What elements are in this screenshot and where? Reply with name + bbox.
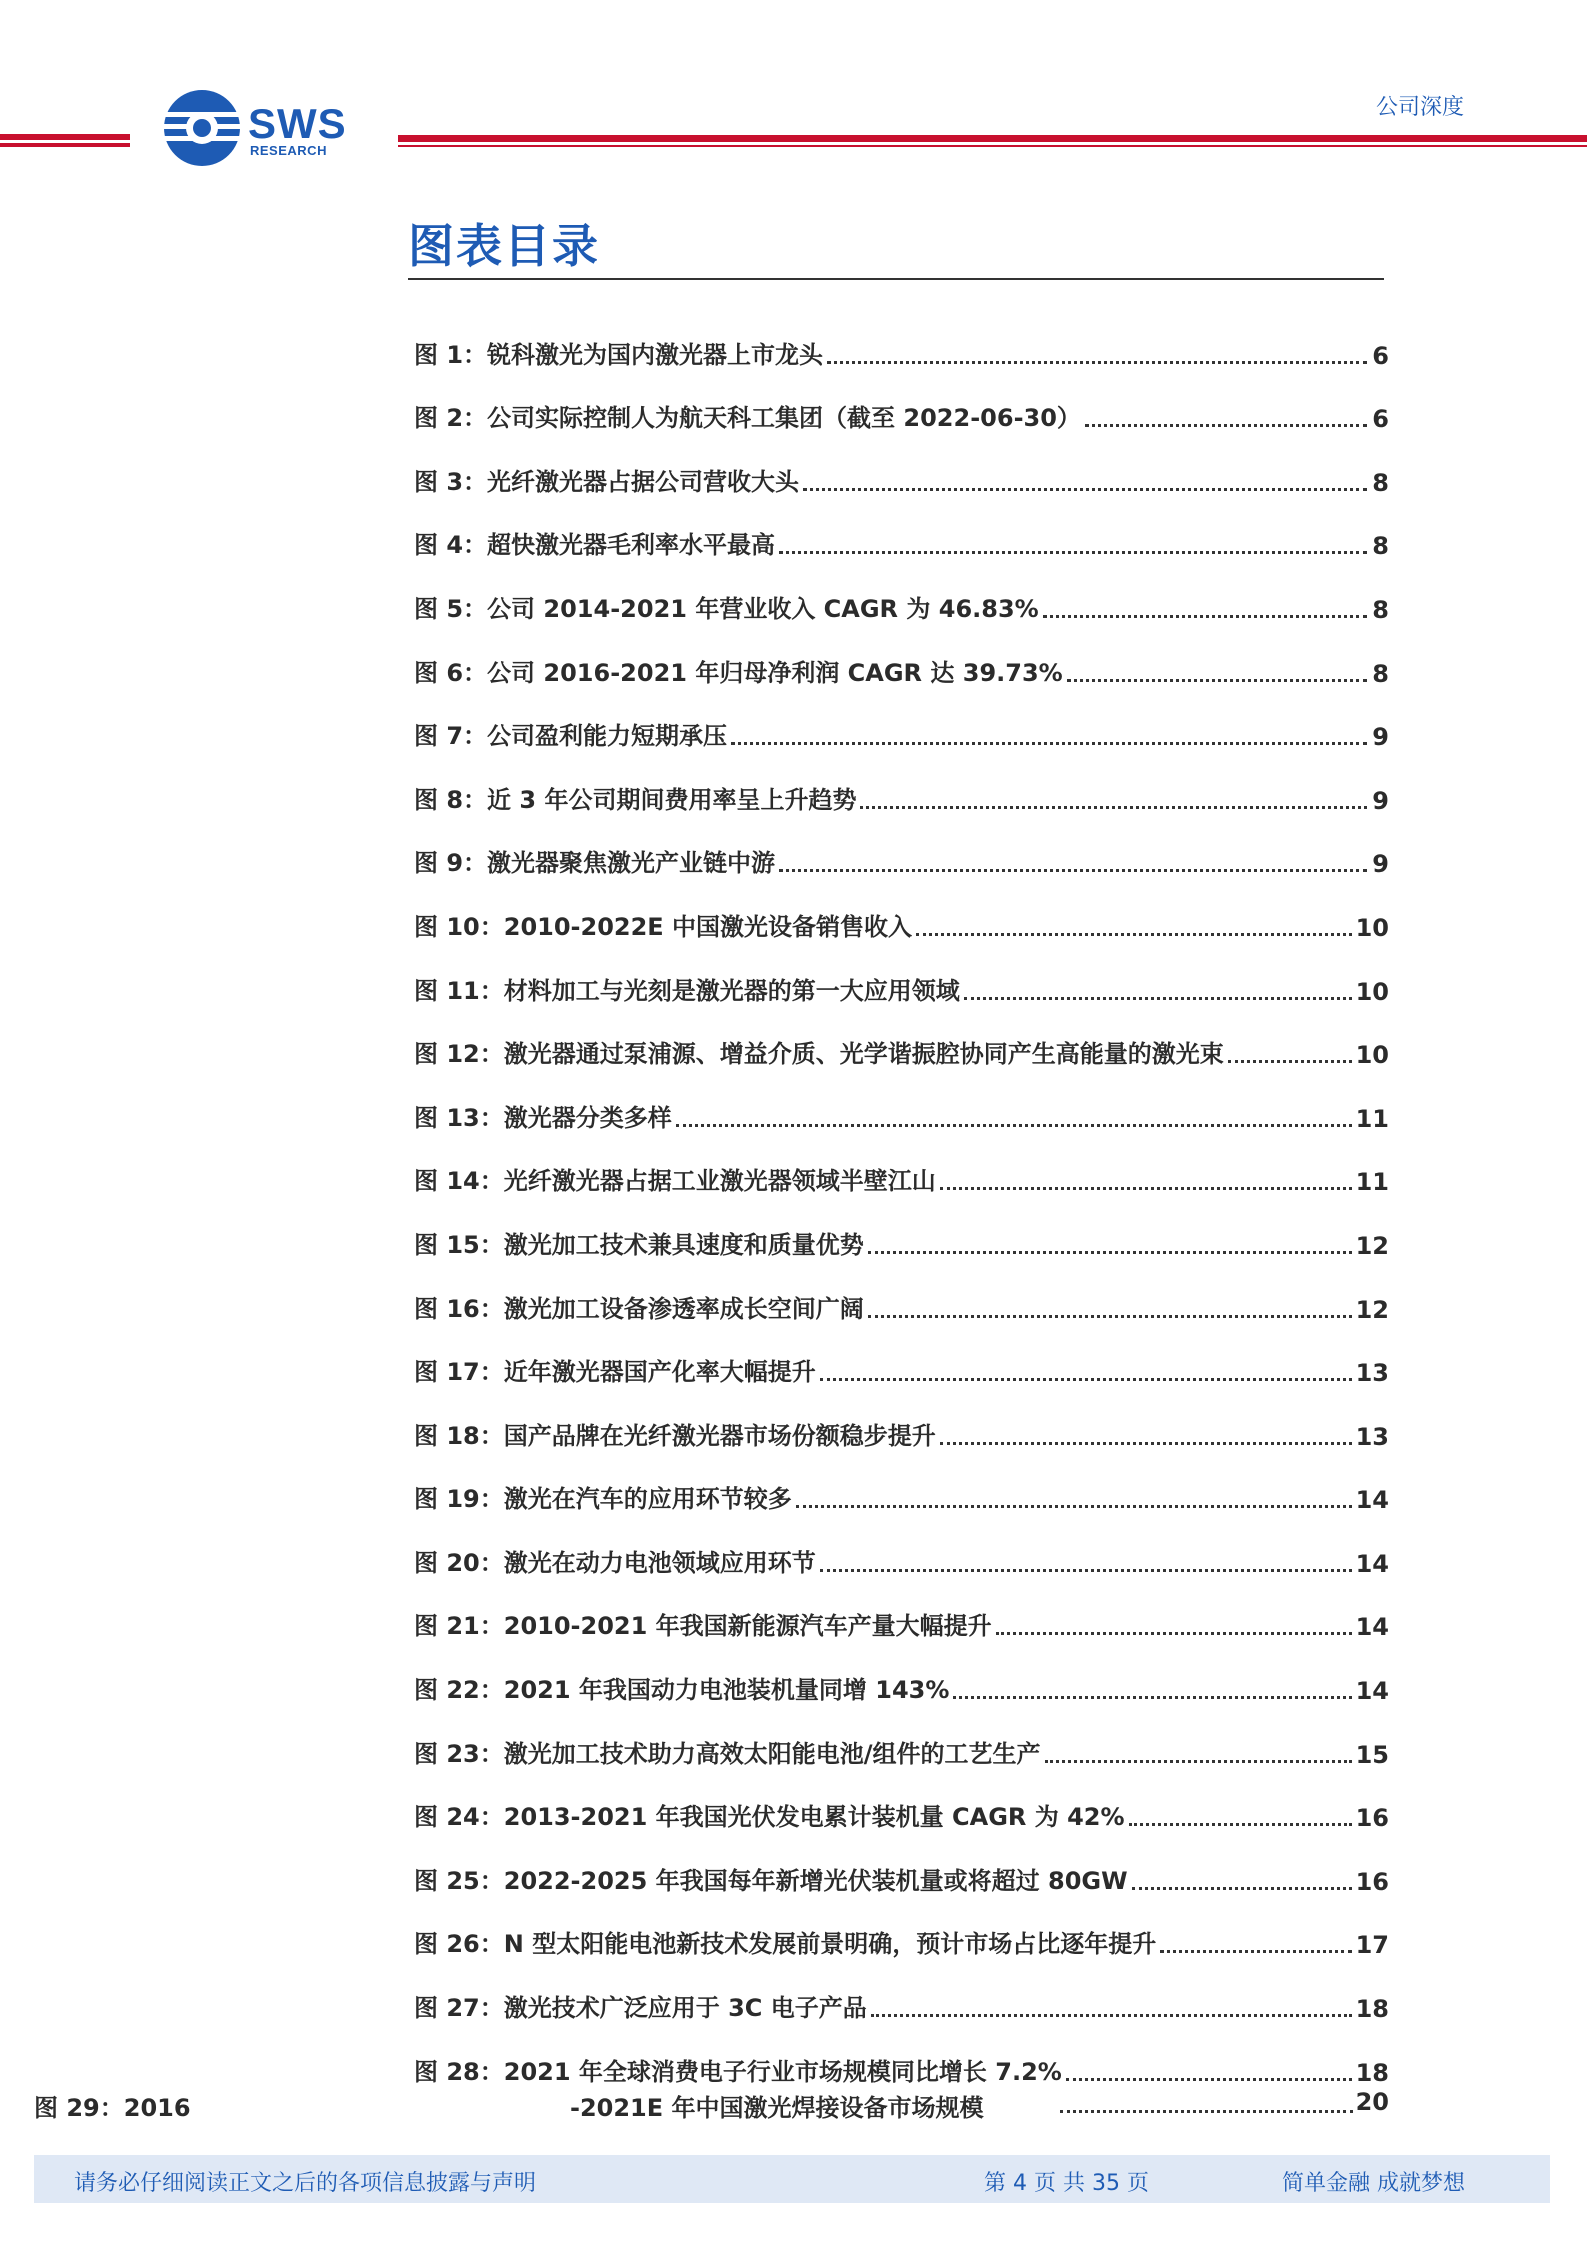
toc-entry[interactable] xyxy=(414,942,1389,1006)
toc-entry-page: 18 xyxy=(1355,1995,1389,2024)
toc-entry-page: 10 xyxy=(1355,1041,1389,1070)
footer-page-info: 第 4 页 共 35 页 xyxy=(984,2171,1149,2196)
toc-entry-page: 14 xyxy=(1355,1613,1389,1642)
toc-dot-leader xyxy=(1043,614,1367,618)
toc-entry-label: 图 28：2021 年全球消费电子行业市场规模同比增长 7.2% xyxy=(414,2057,1062,2086)
toc-entry-label: 图 27：激光技术广泛应用于 3C 电子产品 xyxy=(414,1994,867,2023)
header-rule-left-thin xyxy=(0,143,130,147)
toc-dot-leader xyxy=(860,805,1367,809)
toc-entry-page: 10 xyxy=(1355,913,1389,942)
toc-entry[interactable] xyxy=(414,497,1389,561)
toc-entry[interactable] xyxy=(414,560,1389,624)
toc-entry-page: 11 xyxy=(1355,1104,1389,1133)
toc-entry-label: 图 18：国产品牌在光纤激光器市场份额稳步提升 xyxy=(414,1421,936,1450)
toc-entry[interactable] xyxy=(414,751,1389,815)
toc-entry[interactable] xyxy=(414,1832,1389,1896)
toc-entry[interactable] xyxy=(414,878,1389,942)
toc-entry-label: 图 2：公司实际控制人为航天科工集团（截至 2022-06-30） xyxy=(414,404,1081,433)
toc-entry-label: 图 6：公司 2016-2021 年归母净利润 CAGR 达 39.73% xyxy=(414,658,1063,687)
toc-dot-leader xyxy=(1045,1759,1352,1763)
header-rule-left xyxy=(0,134,130,140)
toc-entry-label-part1: 图 29：2016 xyxy=(34,2094,191,2122)
toc-dot-leader xyxy=(820,1568,1352,1572)
toc-entry-page: 6 xyxy=(1372,405,1389,434)
toc-entry-page: 10 xyxy=(1355,977,1389,1006)
toc-entry-label: 图 19：激光在汽车的应用环节较多 xyxy=(414,1485,792,1514)
toc-entry-label: 图 8：近 3 年公司期间费用率呈上升趋势 xyxy=(414,785,857,814)
toc-entry[interactable] xyxy=(414,433,1389,497)
toc-entry-label: 图 16：激光加工设备渗透率成长空间广阔 xyxy=(414,1294,864,1323)
toc-entry-label: 图 22：2021 年我国动力电池装机量同增 143% xyxy=(414,1676,950,1705)
toc-dot-leader xyxy=(1066,2077,1352,2081)
toc-entry[interactable] xyxy=(414,306,1389,370)
toc-dot-leader xyxy=(731,741,1367,745)
toc-entry-label: 图 15：激光加工技术兼具速度和质量优势 xyxy=(414,1230,864,1259)
toc-dot-leader xyxy=(964,996,1352,1000)
toc-dot-leader xyxy=(996,1631,1352,1635)
toc-entry-page: 17 xyxy=(1355,1931,1389,1960)
toc-entry-page: 6 xyxy=(1372,341,1389,370)
toc-entry[interactable] xyxy=(414,1769,1389,1833)
toc-dot-leader xyxy=(803,487,1367,491)
footer-slogan: 简单金融 成就梦想 xyxy=(1282,2171,1465,2196)
toc-entry-page: 14 xyxy=(1355,1486,1389,1515)
toc-entry-label: 图 5：公司 2014-2021 年营业收入 CAGR 为 46.83% xyxy=(414,594,1039,623)
toc-entry-label-part2: -2021E 年中国激光焊接设备市场规模 xyxy=(570,2094,984,2122)
toc-entry[interactable] xyxy=(414,1451,1389,1515)
toc-entry-page: 9 xyxy=(1372,850,1389,879)
toc-dot-leader xyxy=(940,1441,1352,1445)
header-rule-right-thin xyxy=(398,145,1587,147)
toc-entry[interactable] xyxy=(414,815,1389,879)
toc-entry-page: 16 xyxy=(1355,1867,1389,1896)
toc-dot-leader xyxy=(796,1504,1352,1508)
toc-dot-leader xyxy=(676,1123,1352,1127)
toc-dot-leader xyxy=(779,868,1367,872)
toc-dot-leader xyxy=(871,2013,1352,2017)
toc-entry-page: 12 xyxy=(1355,1231,1389,1260)
toc-dot-leader xyxy=(1160,1949,1351,1953)
toc-dot-leader xyxy=(868,1250,1352,1254)
toc-entry[interactable] xyxy=(414,1260,1389,1324)
toc-entry-page: 14 xyxy=(1355,1677,1389,1706)
toc-entry[interactable] xyxy=(414,1514,1389,1578)
toc-entry[interactable] xyxy=(414,1387,1389,1451)
toc-entry-label: 图 12：激光器通过泵浦源、增益介质、光学谐振腔协同产生高能量的激光束 xyxy=(414,1040,1224,1069)
toc-entry-label: 图 11：材料加工与光刻是激光器的第一大应用领域 xyxy=(414,976,960,1005)
toc-entry[interactable] xyxy=(414,1324,1389,1388)
toc-entry[interactable] xyxy=(414,688,1389,752)
toc-entry-page: 11 xyxy=(1355,1168,1389,1197)
toc-entry-page: 20 xyxy=(1355,2088,1389,2116)
toc-entry-label: 图 14：光纤激光器占据工业激光器领域半壁江山 xyxy=(414,1167,936,1196)
toc-dot-leader xyxy=(820,1377,1352,1381)
toc-dot-leader xyxy=(1085,423,1367,427)
toc-entry-label: 图 10：2010-2022E 中国激光设备销售收入 xyxy=(414,912,913,941)
header-rule-right xyxy=(398,135,1587,142)
title-divider xyxy=(408,278,1384,280)
toc-entry-page: 13 xyxy=(1355,1359,1389,1388)
toc-entry-page: 8 xyxy=(1372,532,1389,561)
toc-dot-leader xyxy=(1132,1886,1352,1890)
toc-dot-leader xyxy=(940,1186,1352,1190)
toc-entry-page: 12 xyxy=(1355,1295,1389,1324)
toc-entry[interactable] xyxy=(414,1006,1389,1070)
toc-entry-label: 图 7：公司盈利能力短期承压 xyxy=(414,722,728,751)
toc-entry-29[interactable] xyxy=(34,2088,1389,2124)
toc-entry-page: 9 xyxy=(1372,786,1389,815)
toc-entry-label: 图 21：2010-2021 年我国新能源汽车产量大幅提升 xyxy=(414,1612,992,1641)
logo-subtitle: RESEARCH xyxy=(250,143,327,158)
toc-dot-leader xyxy=(868,1314,1352,1318)
toc-entry-page: 18 xyxy=(1355,2058,1389,2087)
toc-entry[interactable] xyxy=(414,1641,1389,1705)
toc-entry[interactable] xyxy=(414,1959,1389,2023)
toc-dot-leader xyxy=(1129,1822,1352,1826)
toc-dot-leader xyxy=(779,550,1367,554)
toc-entry-page: 16 xyxy=(1355,1804,1389,1833)
toc-entry-page: 14 xyxy=(1355,1549,1389,1578)
toc-entry-label: 图 3：光纤激光器占据公司营收大头 xyxy=(414,467,800,496)
toc-entry[interactable] xyxy=(414,1705,1389,1769)
toc-entry-label: 图 17：近年激光器国产化率大幅提升 xyxy=(414,1358,816,1387)
toc-entry[interactable] xyxy=(414,1196,1389,1260)
footer-disclaimer: 请务必仔细阅读正文之后的各项信息披露与声明 xyxy=(74,2171,537,2196)
toc-dot-leader xyxy=(1060,2110,1353,2113)
figure-toc-list xyxy=(414,306,1389,2087)
toc-entry[interactable] xyxy=(414,2023,1389,2087)
toc-entry-label: 图 9：激光器聚焦激光产业链中游 xyxy=(414,849,776,878)
toc-dot-leader xyxy=(953,1695,1351,1699)
toc-dot-leader xyxy=(1228,1059,1352,1063)
toc-dot-leader xyxy=(916,932,1352,936)
page-title: 图表目录 xyxy=(408,219,600,273)
toc-entry-label: 图 4：超快激光器毛利率水平最高 xyxy=(414,531,776,560)
toc-entry-page: 9 xyxy=(1372,723,1389,752)
document-type: 公司深度 xyxy=(1375,95,1464,120)
toc-entry[interactable] xyxy=(414,370,1389,434)
toc-entry-page: 8 xyxy=(1372,468,1389,497)
toc-dot-leader xyxy=(827,360,1367,364)
toc-entry-label: 图 26：N 型太阳能电池新技术发展前景明确，预计市场占比逐年提升 xyxy=(414,1930,1157,1959)
toc-entry[interactable] xyxy=(414,1069,1389,1133)
toc-entry-label: 图 20：激光在动力电池领域应用环节 xyxy=(414,1548,816,1577)
toc-entry-label: 图 1：锐科激光为国内激光器上市龙头 xyxy=(414,340,824,369)
toc-entry[interactable] xyxy=(414,1896,1389,1960)
toc-entry[interactable] xyxy=(414,1578,1389,1642)
toc-entry[interactable] xyxy=(414,1133,1389,1197)
toc-entry-page: 15 xyxy=(1355,1740,1389,1769)
toc-entry-label: 图 23：激光加工技术助力高效太阳能电池/组件的工艺生产 xyxy=(414,1739,1041,1768)
toc-entry-label: 图 25：2022-2025 年我国每年新增光伏装机量或将超过 80GW xyxy=(414,1866,1128,1895)
toc-entry-label: 图 13：激光器分类多样 xyxy=(414,1103,672,1132)
toc-entry-page: 8 xyxy=(1372,595,1389,624)
logo-wordmark: SWS xyxy=(248,100,347,147)
toc-entry-page: 13 xyxy=(1355,1422,1389,1451)
toc-entry[interactable] xyxy=(414,624,1389,688)
toc-dot-leader xyxy=(1067,678,1367,682)
toc-entry-label: 图 24：2013-2021 年我国光伏发电累计装机量 CAGR 为 42% xyxy=(414,1803,1125,1832)
toc-entry-page: 8 xyxy=(1372,659,1389,688)
